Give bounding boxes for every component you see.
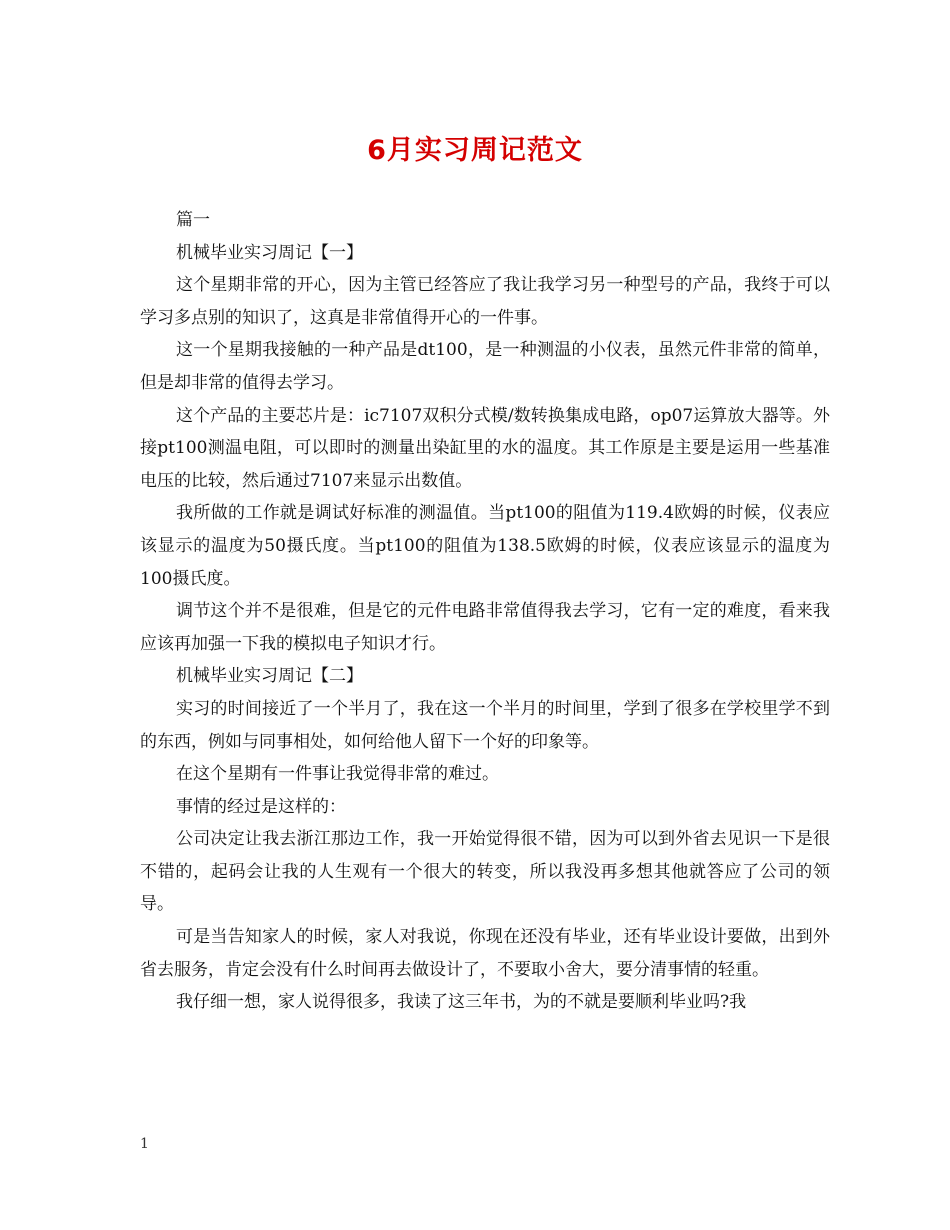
document-body [140,204,830,1019]
paragraph: 篇一 [176,210,210,230]
section-heading: 机械毕业实习周记【二】 [176,666,363,687]
paragraph: 这一个星期我接触的一种产品是dt100，是一种测温的小仪表，虽然元件非常的简单，但是却非常的值得去学习。 [140,340,830,393]
paragraph: 我所做的工作就是调试好标准的测温值。当pt100的阻值为119.4欧姆的时候，仪表应该显示的温度为50摄氏度。当pt100的阻值为138.5欧姆的时候，仪表应该显示的温度为100摄氏度。 [140,503,830,589]
page-number: 1 [140,1136,149,1152]
document-title: 6月实习周记范文 [367,135,583,166]
paragraph: 实习的时间接近了一个半月了，我在这一个半月的时间里，学到了很多在学校里学不到的东西，例如与同事相处，如何给他人留下一个好的印象等。 [140,698,830,752]
paragraph: 可是当告知家人的时候，家人对我说，你现在还没有毕业，还有毕业设计要做，出到外省去服务，肯定会没有什么时间再去做设计了，不要取小舍大，要分清事情的轻重。 [140,927,830,980]
paragraph: 这个产品的主要芯片是：ic7107双积分式模/数转换集成电路，op07运算放大器等。外接pt100测温电阻，可以即时的测量出染缸里的水的温度。其工作原是主要是运用一些基准电压的比较，然后通过7107来显示出数值。 [140,405,830,491]
paragraph: 调节这个并不是很难，但是它的元件电路非常值得我去学习，它有一定的难度，看来我应该再加强一下我的模拟电子知识才行。 [140,601,830,654]
section-heading: 机械毕业实习周记【一】 [176,242,363,263]
paragraph: 在这个星期有一件事让我觉得非常的难过。 [176,764,499,785]
paragraph: 公司决定让我去浙江那边工作，我一开始觉得很不错，因为可以到外省去见识一下是很不错的，起码会让我的人生观有一个很大的转变，所以我没再多想其他就答应了公司的领导。 [140,829,830,915]
paragraph: 事情的经过是这样的： [176,796,346,817]
paragraph: 我仔细一想，家人说得很多，我读了这三年书，为的不就是要顺利毕业吗?我 [176,992,747,1013]
paragraph: 这个星期非常的开心，因为主管已经答应了我让我学习另一种型号的产品，我终于可以学习多点别的知识了，这真是非常值得开心的一件事。 [140,275,830,328]
